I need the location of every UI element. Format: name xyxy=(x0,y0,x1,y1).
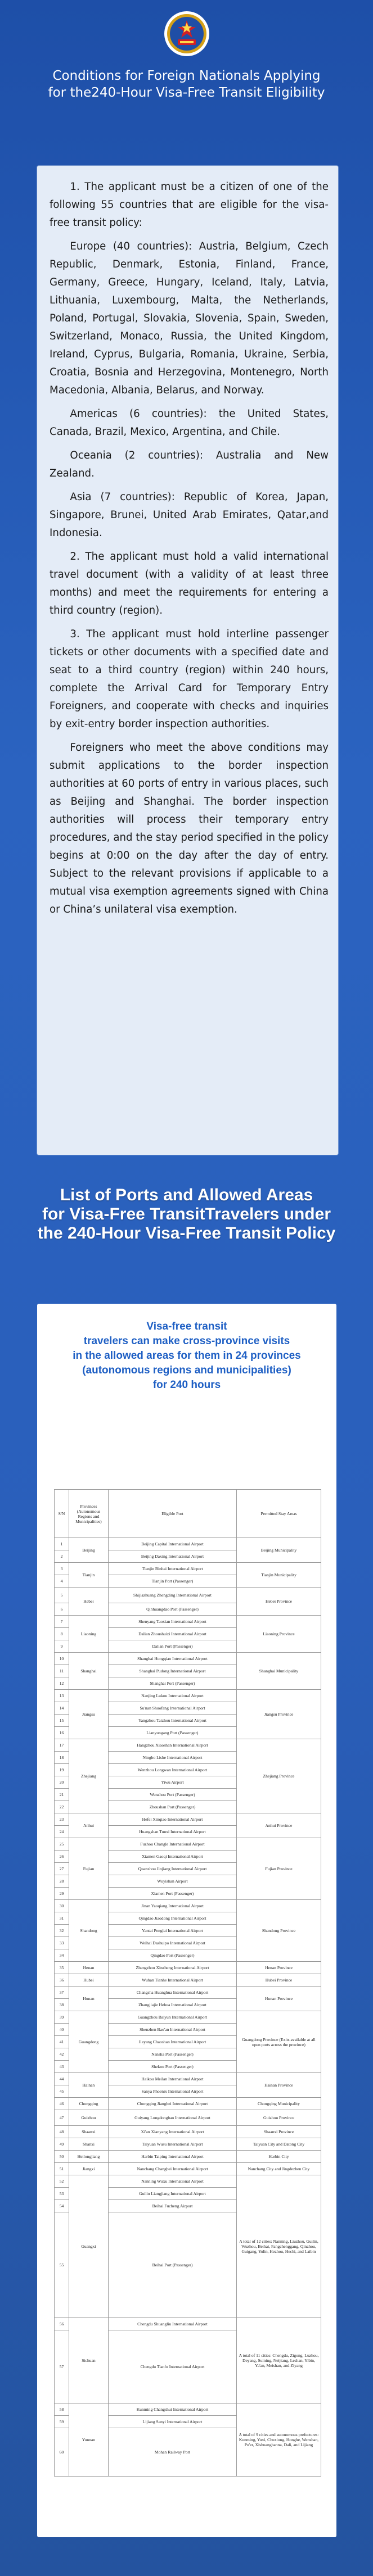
cell-port: Yantai Penglai International Airport xyxy=(109,1925,237,1937)
table-row xyxy=(55,1900,321,1912)
cell-area: Shaanxi Province xyxy=(237,2126,321,2138)
cell-area: Shandong Province xyxy=(237,1900,321,1962)
table-row xyxy=(55,2403,321,2416)
cell-province: Shanxi xyxy=(69,2138,109,2151)
ports-table xyxy=(54,1489,321,2477)
cell-sn: 55 xyxy=(55,2212,69,2318)
cell-area: Shanghai Municipality xyxy=(237,1653,321,1690)
cell-sn: 20 xyxy=(55,1776,69,1789)
cell-port: Nanchang Changbei International Airport xyxy=(109,2163,237,2175)
cell-port: Chengdu Tianfu International Airport xyxy=(109,2330,237,2403)
cell-port: Tianjin Port (Passenger) xyxy=(109,1575,237,1588)
cell-sn: 19 xyxy=(55,1764,69,1776)
cell-sn: 39 xyxy=(55,2011,69,2024)
cell-sn: 14 xyxy=(55,1702,69,1715)
ports-title-line: the 240-Hour Visa-Free Transit Policy xyxy=(37,1224,336,1242)
cell-province: Chongqing xyxy=(69,2098,109,2110)
cell-port: Wuhan Tianhe International Airport xyxy=(109,1974,237,1987)
subheading-line: for 240 hours xyxy=(152,1379,221,1391)
cell-sn: 4 xyxy=(55,1575,69,1588)
cell-province: Sichuan xyxy=(69,2318,109,2403)
cell-area: Hainan Province xyxy=(237,2073,321,2098)
cell-port: Guiyang Longdongbao International Airport xyxy=(109,2110,237,2126)
table-row xyxy=(55,2098,321,2110)
cell-province: Hainan xyxy=(69,2073,109,2098)
table-row xyxy=(55,2175,321,2188)
condition-paragraph: 2. The applicant must hold a valid international travel document (with a validity of at least three months) and meet the requirements for entering a third country (region). xyxy=(50,551,329,616)
cell-port: Qinhuangdao Port (Passenger) xyxy=(109,1603,237,1616)
cell-sn: 6 xyxy=(55,1603,69,1616)
cell-sn: 7 xyxy=(55,1616,69,1628)
cell-province: Liaoning xyxy=(69,1616,109,1653)
cell-sn: 44 xyxy=(55,2073,69,2085)
cell-sn: 32 xyxy=(55,1925,69,1937)
cell-sn: 43 xyxy=(55,2061,69,2073)
cell-sn: 31 xyxy=(55,1912,69,1925)
table-header-row xyxy=(55,1490,321,1538)
cell-province: Guangdong xyxy=(69,2011,109,2073)
cell-area: A total of 9 cities and autonomous prefectures: Kunming, Yuxi, Chuxiong, Honghe, Wenshan, Pu'er, Xishuangbanna, Dali, and Lijiang xyxy=(237,2403,321,2477)
table-row xyxy=(55,2126,321,2138)
cell-port: Hefei Xinqiao International Airport xyxy=(109,1813,237,1826)
cell-port: Quanzhou Jinjiang International Airport xyxy=(109,1863,237,1875)
table-row xyxy=(55,2151,321,2163)
cell-sn: 50 xyxy=(55,2151,69,2163)
cell-port: Beihai Fucheng Airport xyxy=(109,2200,237,2212)
cell-port: Wenzhou Longwan International Airport xyxy=(109,1764,237,1776)
cell-sn: 46 xyxy=(55,2098,69,2110)
cell-sn: 49 xyxy=(55,2138,69,2151)
cell-area: Zhejiang Province xyxy=(237,1739,321,1813)
cell-province: Fujian xyxy=(69,1838,109,1900)
condition-paragraph: Foreigners who meet the above conditions may submit applications to the border inspection authorities at 60 ports of entry in various places, such as Beijing and Shanghai. The border inspection authorities will process their temporary entry procedures, and the stay period specified in the policy begins at 0:00 on the day after the day of entry. Subject to the relevant provisions if applicable to a mutual visa exemption agreements signed with China or China’s unilateral visa exemption. xyxy=(50,742,329,915)
cell-port: Qingdao Port (Passenger) xyxy=(109,1949,237,1962)
cell-port: Harbin Taiping International Airport xyxy=(109,2151,237,2163)
cell-area: Taiyuan City and Datong City xyxy=(237,2138,321,2151)
cell-sn: 42 xyxy=(55,2048,69,2061)
cell-port: Fuzhou Changle International Airport xyxy=(109,1838,237,1851)
cell-sn: 36 xyxy=(55,1974,69,1987)
cell-sn: 30 xyxy=(55,1900,69,1912)
emblem-icon xyxy=(163,10,210,57)
cell-port: Nansha Port (Passenger) xyxy=(109,2048,237,2061)
cell-sn: 58 xyxy=(55,2403,69,2416)
cell-port: Jieyang Chaoshan International Airport xyxy=(109,2036,237,2048)
table-row xyxy=(55,2318,321,2330)
cell-sn: 3 xyxy=(55,1563,69,1575)
cell-sn: 38 xyxy=(55,1999,69,2011)
cell-province: Henan xyxy=(69,1962,109,1974)
cell-sn: 52 xyxy=(55,2175,69,2188)
cell-port: Xi'an Xianyang International Airport xyxy=(109,2126,237,2138)
table-row xyxy=(55,1653,321,1665)
cell-area: Hunan Province xyxy=(237,1987,321,2011)
table-row xyxy=(55,2073,321,2085)
cell-province: Hunan xyxy=(69,1987,109,2011)
cell-port: Shanghai Pudong International Airport xyxy=(109,1665,237,1677)
cell-sn: 25 xyxy=(55,1838,69,1851)
table-row xyxy=(55,1962,321,1974)
cell-sn: 10 xyxy=(55,1653,69,1665)
cell-province: Guangxi xyxy=(69,2175,109,2318)
page-title xyxy=(0,67,373,101)
cell-port: Dalian Port (Passenger) xyxy=(109,1640,237,1653)
conditions-card xyxy=(37,166,338,1155)
cell-sn: 28 xyxy=(55,1875,69,1888)
cell-port: Shijiazhuang Zhengding International Airport xyxy=(109,1588,237,1603)
cell-province: Beijing xyxy=(69,1538,109,1563)
cell-sn: 47 xyxy=(55,2110,69,2126)
column-header-province: Provinces (Autonomous Regions and Municipalities) xyxy=(69,1490,109,1538)
cell-port: Shanghai Hongqiao International Airport xyxy=(109,1653,237,1665)
cell-province: Guizhou xyxy=(69,2110,109,2126)
column-header-area: Permitted Stay Areas xyxy=(237,1490,321,1538)
cell-port: Haikou Meilan International Airport xyxy=(109,2073,237,2085)
cell-province: Heilongjiang xyxy=(69,2151,109,2163)
cell-port: Tianjin Binhai International Airport xyxy=(109,1563,237,1575)
cell-sn: 56 xyxy=(55,2318,69,2330)
cell-area: Chongqing Municipality xyxy=(237,2098,321,2110)
cell-port: Zhangjiajie Hehua International Airport xyxy=(109,1999,237,2011)
cell-port: Yangzhou Taizhou International Airport xyxy=(109,1715,237,1727)
cell-sn: 1 xyxy=(55,1538,69,1550)
table-row xyxy=(55,2110,321,2126)
cell-province: Tianjin xyxy=(69,1563,109,1588)
cell-sn: 45 xyxy=(55,2085,69,2098)
cell-area: Guangdong Province (Exits available at all open ports across the province) xyxy=(237,2011,321,2073)
cell-sn: 21 xyxy=(55,1789,69,1801)
cell-port: Beihai Port (Passenger) xyxy=(109,2212,237,2318)
cell-area: Guizhou Province xyxy=(237,2110,321,2126)
table-row xyxy=(55,1813,321,1826)
cell-port: Lianyungang Port (Passenger) xyxy=(109,1727,237,1739)
ports-title xyxy=(0,1186,373,1243)
cell-port: Mohan Railway Port xyxy=(109,2428,237,2477)
cell-sn: 29 xyxy=(55,1888,69,1900)
table-row xyxy=(55,2163,321,2175)
cell-port: Beijing Capital International Airport xyxy=(109,1538,237,1550)
cell-sn: 24 xyxy=(55,1826,69,1838)
cell-province: Anhui xyxy=(69,1813,109,1838)
cell-port: Shekou Port (Passenger) xyxy=(109,2061,237,2073)
cell-sn: 17 xyxy=(55,1739,69,1752)
cell-sn: 2 xyxy=(55,1550,69,1563)
table-row xyxy=(55,1838,321,1851)
cell-port: Zhoushan Port (Passenger) xyxy=(109,1801,237,1813)
cell-sn: 60 xyxy=(55,2428,69,2477)
cell-area: Harbin City xyxy=(237,2151,321,2163)
cell-sn: 16 xyxy=(55,1727,69,1739)
ports-title-line: for Visa-Free TransitTravelers under xyxy=(42,1205,331,1223)
cell-port: Shenzhen Bao'an International Airport xyxy=(109,2024,237,2036)
ports-subheading xyxy=(37,1319,336,1393)
cell-sn: 48 xyxy=(55,2126,69,2138)
subheading-line: (autonomous regions and municipalities) xyxy=(82,1364,291,1376)
cell-port: Taiyuan Wusu International Airport xyxy=(109,2138,237,2151)
table-row xyxy=(55,1616,321,1628)
cell-port: Nanning Wuxu International Airport xyxy=(109,2175,237,2188)
cell-sn: 53 xyxy=(55,2188,69,2200)
cell-sn: 13 xyxy=(55,1690,69,1702)
table-row xyxy=(55,2138,321,2151)
cell-sn: 8 xyxy=(55,1628,69,1640)
cell-port: Kunming Changshui International Airport xyxy=(109,2403,237,2416)
page-title-line: for the240-Hour Visa-Free Transit Eligibility xyxy=(48,85,325,100)
cell-port: Sanya Phoenix International Airport xyxy=(109,2085,237,2098)
cell-port: Wuyishan Airport xyxy=(109,1875,237,1888)
cell-port: Xiamen Port (Passenger) xyxy=(109,1888,237,1900)
table-row xyxy=(55,1987,321,1999)
cell-area: Tianjin Municipality xyxy=(237,1563,321,1588)
cell-area: A total of 11 cities: Chengdu, Zigong, Luzhou, Deyang, Suining, Neijiang, Leshan, Yibin, Ya'an, Meishan, and Ziyang xyxy=(237,2318,321,2403)
cell-area: A total of 12 cities: Nanning, Liuzhou, Guilin, Wuzhou, Beihai, Fangchenggang, Qinzhou, Guigang, Yulin, Hezhou, Hechi, and Laibin xyxy=(237,2175,321,2318)
cell-province: Hubei xyxy=(69,1974,109,1987)
cell-port: Beijing Daxing International Airport xyxy=(109,1550,237,1563)
cell-sn: 59 xyxy=(55,2416,69,2428)
cell-sn: 54 xyxy=(55,2200,69,2212)
cell-port: Yiwu Airport xyxy=(109,1776,237,1789)
cell-area: Jiangsu Province xyxy=(237,1690,321,1739)
condition-paragraph: 3. The applicant must hold interline passenger tickets or other documents with a specified date and seat to a third country (region) within 240 hours, complete the Arrival Card for Temporary Entry Foreigners, and cooperate with checks and inquiries by exit-entry border inspection authorities. xyxy=(50,628,329,730)
cell-port: Huangshan Tunxi International Airport xyxy=(109,1826,237,1838)
condition-paragraph: Europe (40 countries): Austria, Belgium, Czech Republic, Denmark, Estonia, Finland, France, Germany, Greece, Hungary, Iceland, Italy, Latvia, Lithuania, Luxembourg, Malta, the Netherlands, Poland, Portugal, Slovakia, Slovenia, Spain, Sweden, Switzerland, Monaco, Russia, the United Kingdom, Ireland, Cyprus, Bulgaria, Romania, Ukraine, Serbia, Croatia, Bosnia and Herzegovina, Montenegro, North Macedonia, Albania, Belarus, and Norway. xyxy=(50,241,329,396)
condition-paragraph: Oceania (2 countries): Australia and New Zealand. xyxy=(50,450,329,479)
cell-province: Shaanxi xyxy=(69,2126,109,2138)
cell-sn: 22 xyxy=(55,1801,69,1813)
subheading-line: travelers can make cross-province visits xyxy=(83,1335,290,1347)
cell-area: Hebei Province xyxy=(237,1588,321,1616)
cell-port: Weihai Dashuipo International Airport xyxy=(109,1937,237,1949)
column-header-sn: S/N xyxy=(55,1490,69,1538)
cell-sn: 15 xyxy=(55,1715,69,1727)
cell-sn: 23 xyxy=(55,1813,69,1826)
cell-area: Fujian Province xyxy=(237,1838,321,1900)
table-row xyxy=(55,2011,321,2024)
cell-port: Chengdu Shuangliu International Airport xyxy=(109,2318,237,2330)
ports-table-body xyxy=(55,1538,321,2477)
cell-sn: 34 xyxy=(55,1949,69,1962)
cell-sn: 37 xyxy=(55,1987,69,1999)
condition-paragraph: Americas (6 countries): the United States, Canada, Brazil, Mexico, Argentina, and Chile. xyxy=(50,408,329,438)
cell-port: Zhengzhou Xinzheng International Airport xyxy=(109,1962,237,1974)
ports-card xyxy=(37,1304,336,2537)
cell-province: Shandong xyxy=(69,1900,109,1962)
cell-province: Zhejiang xyxy=(69,1739,109,1813)
cell-port: Chongqing Jiangbei International Airport xyxy=(109,2098,237,2110)
cell-port: Lijiang Sanyi International Airport xyxy=(109,2416,237,2428)
table-row xyxy=(55,1739,321,1752)
cell-port: Nanjing Lukou International Airport xyxy=(109,1690,237,1702)
cell-sn: 11 xyxy=(55,1665,69,1677)
cell-province: Hebei xyxy=(69,1588,109,1616)
cell-port: Qingdao Jiaodong International Airport xyxy=(109,1912,237,1925)
cell-area: Anhui Province xyxy=(237,1813,321,1838)
cell-sn: 35 xyxy=(55,1962,69,1974)
cell-sn: 12 xyxy=(55,1677,69,1690)
page-title-line: Conditions for Foreign Nationals Applying xyxy=(52,69,321,83)
cell-sn: 41 xyxy=(55,2036,69,2048)
cell-port: Guilin Liangjiang International Airport xyxy=(109,2188,237,2200)
conditions-body xyxy=(50,178,329,924)
cell-sn: 26 xyxy=(55,1851,69,1863)
cell-port: Hangzhou Xiaoshan International Airport xyxy=(109,1739,237,1752)
cell-port: Wenzhou Port (Passenger) xyxy=(109,1789,237,1801)
cell-province: Yunnan xyxy=(69,2403,109,2477)
condition-paragraph: 1. The applicant must be a citizen of one of the following 55 countries that are eligible for the visa-free transit policy: xyxy=(50,181,329,229)
cell-port: Shenyang Taoxian International Airport xyxy=(109,1616,237,1628)
cell-area: Henan Province xyxy=(237,1962,321,1974)
cell-area: Liaoning Province xyxy=(237,1616,321,1653)
table-row xyxy=(55,1588,321,1603)
table-row xyxy=(55,1690,321,1702)
cell-area: Hubei Province xyxy=(237,1974,321,1987)
cell-port: Dalian Zhoushuizi International Airport xyxy=(109,1628,237,1640)
cell-sn: 5 xyxy=(55,1588,69,1603)
cell-port: Shanghai Port (Passenger) xyxy=(109,1677,237,1690)
ports-title-line: List of Ports and Allowed Areas xyxy=(60,1186,313,1204)
cell-port: Guangzhou Baiyun International Airport xyxy=(109,2011,237,2024)
cell-sn: 33 xyxy=(55,1937,69,1949)
cell-sn: 51 xyxy=(55,2163,69,2175)
subheading-line: in the allowed areas for them in 24 provinces xyxy=(73,1350,301,1362)
cell-port: Ningbo Lishe International Airport xyxy=(109,1752,237,1764)
table-row xyxy=(55,1563,321,1575)
cell-province: Jiangsu xyxy=(69,1690,109,1739)
cell-sn: 57 xyxy=(55,2330,69,2403)
cell-port: Xiamen Gaoqi International Airport xyxy=(109,1851,237,1863)
cell-sn: 40 xyxy=(55,2024,69,2036)
cell-port: Changsha Huanghua International Airport xyxy=(109,1987,237,1999)
table-row xyxy=(55,1538,321,1550)
subheading-line: Visa-free transit xyxy=(146,1321,227,1332)
cell-sn: 18 xyxy=(55,1752,69,1764)
cell-port: Su'nan Shuofang International Airport xyxy=(109,1702,237,1715)
column-header-port: Eligible Port xyxy=(109,1490,237,1538)
table-row xyxy=(55,1974,321,1987)
cell-sn: 27 xyxy=(55,1863,69,1875)
cell-province: Jiangxi xyxy=(69,2163,109,2175)
cell-province: Shanghai xyxy=(69,1653,109,1690)
condition-paragraph: Asia (7 countries): Republic of Korea, Japan, Singapore, Brunei, United Arab Emirates, Qatar,and Indonesia. xyxy=(50,491,329,539)
cell-area: Beijing Municipality xyxy=(237,1538,321,1563)
cell-sn: 9 xyxy=(55,1640,69,1653)
cell-area: Nanchang City and Jingdezhen City xyxy=(237,2163,321,2175)
cell-port: Jinan Yaoqiang International Airport xyxy=(109,1900,237,1912)
